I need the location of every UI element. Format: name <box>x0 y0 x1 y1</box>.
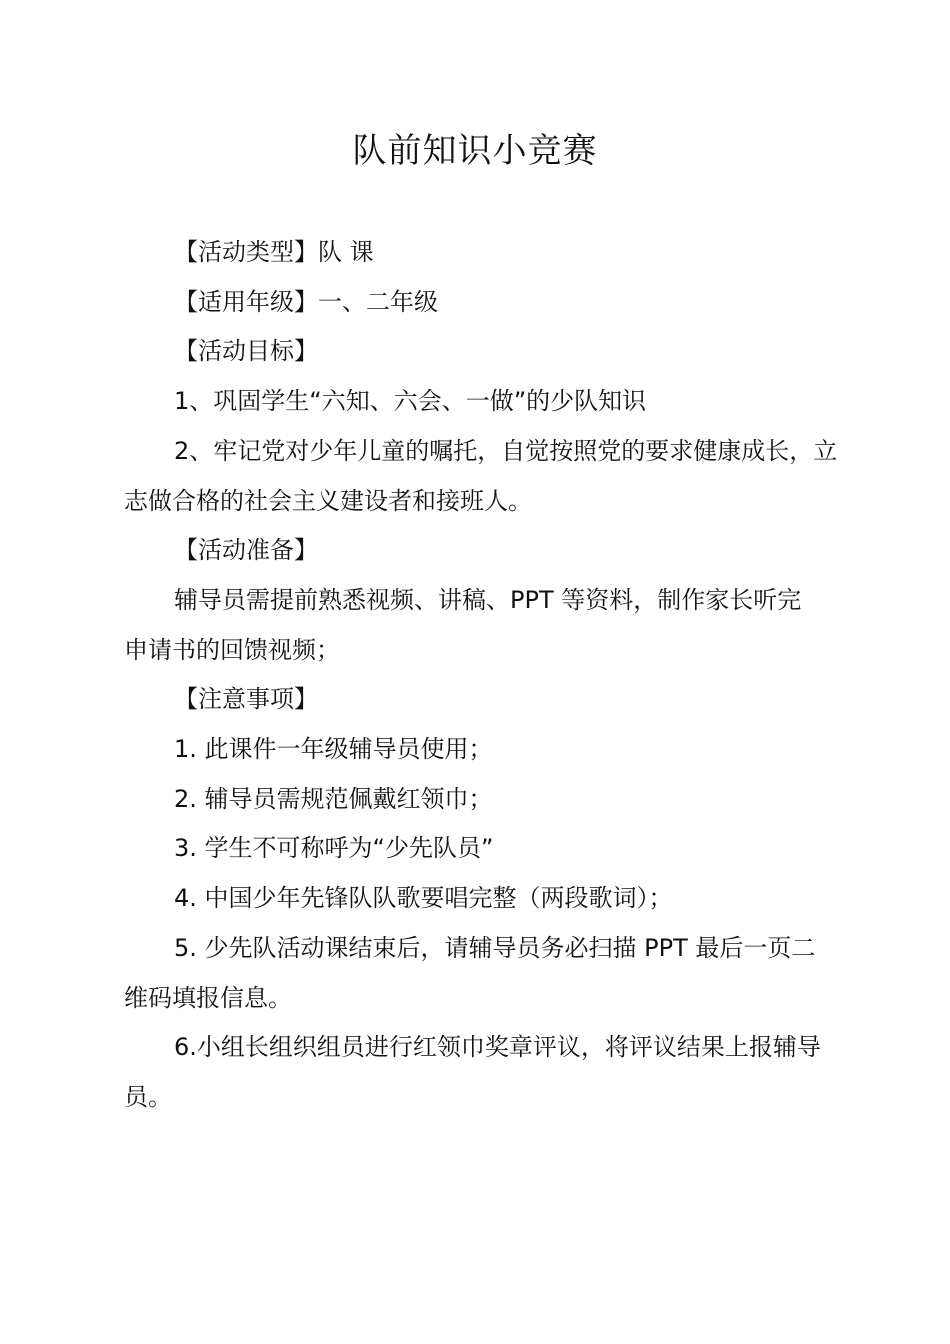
note-item-4: 4. 中国少年先锋队队歌要唱完整（两段歌词）； <box>174 884 673 913</box>
note-item-1: 1. 此课件一年级辅导员使用； <box>174 735 493 764</box>
note-item-6: 6.小组长组织组员进行红领巾奖章评议，将评议结果上报辅导员。 <box>124 1033 821 1111</box>
document-title: 队前知识小竞赛 <box>352 131 598 171</box>
notes-heading: 【注意事项】 <box>174 685 318 714</box>
goal-item-1: 1、巩固学生“六知、六会、一做”的少队知识 <box>174 387 647 416</box>
grade-line: 【适用年级】一、二年级 <box>174 287 438 316</box>
note-item-3: 3. 学生不可称呼为“少先队员” <box>174 834 494 863</box>
document-body <box>124 228 854 1123</box>
goals-heading: 【活动目标】 <box>174 337 318 366</box>
note-item-5: 5. 少先队活动课结束后，请辅导员务必扫描 PPT 最后一页二维码填报信息。 <box>124 933 816 1012</box>
goal-item-2: 2、牢记党对少年儿童的嘱托，自觉按照党的要求健康成长，立志做合格的社会主义建设者和接班人。 <box>124 436 838 515</box>
note-item-2: 2. 辅导员需规范佩戴红领巾； <box>174 784 493 813</box>
activity-type-line: 【活动类型】队 课 <box>174 238 374 266</box>
preparation-heading: 【活动准备】 <box>174 536 318 565</box>
preparation-text: 辅导员需提前熟悉视频、讲稿、PPT 等资料，制作家长听完申请书的回馈视频； <box>124 585 802 664</box>
